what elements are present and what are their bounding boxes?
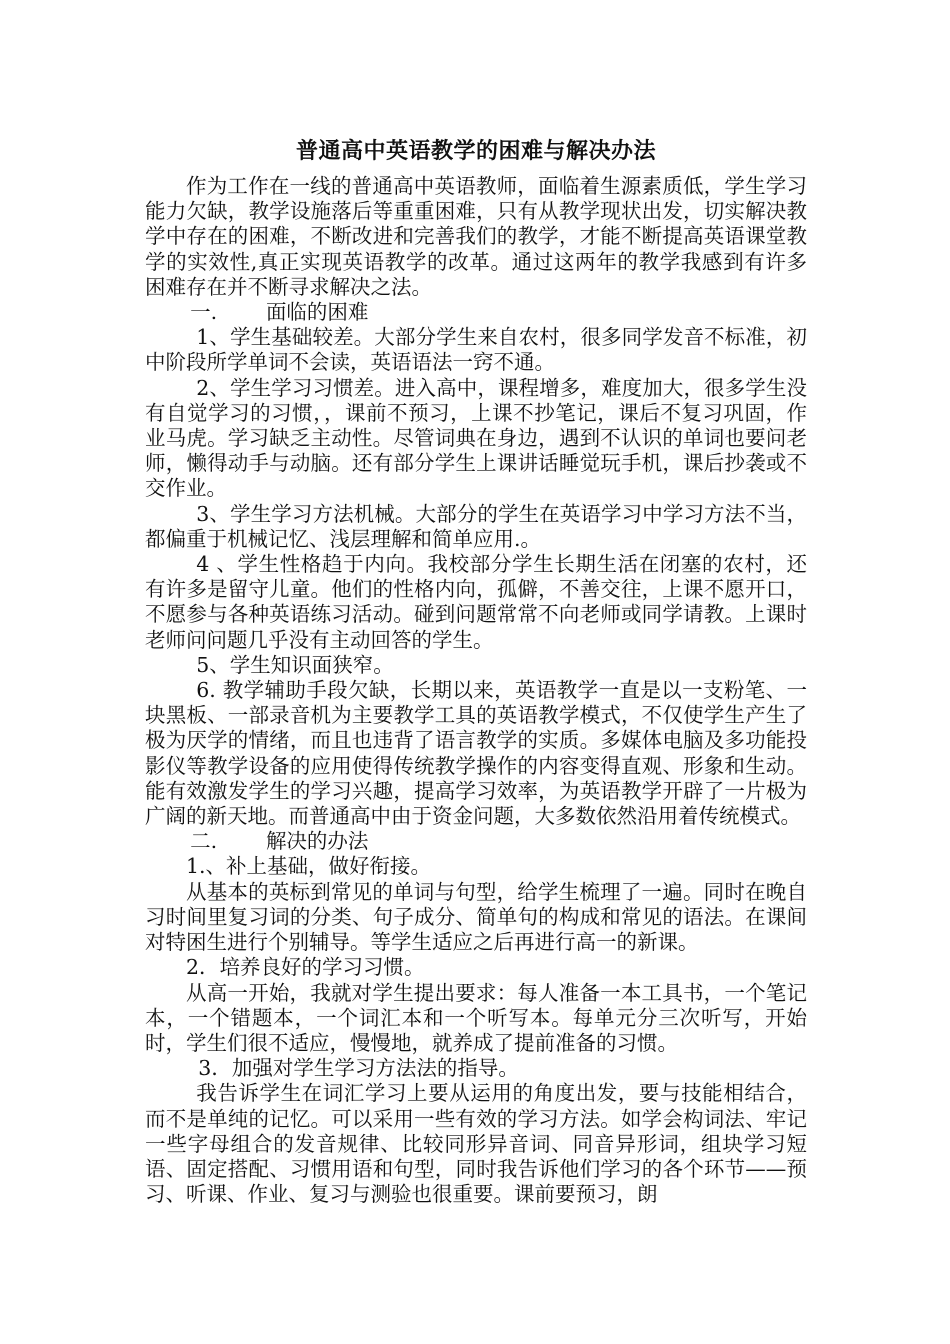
difficulty-item: 6. 教学辅助手段欠缺，长期以来，英语教学一直是以一支粉笔、一块黑板、一部录音机为主要教学工具的英语教学模式，不仅使学生产生了极为厌学的情绪，而且也违背了语言教学的实质。多媒体电脑及多功能投影仪等教学设备的应用使得传统教学操作的内容变得直观、形象和生动。能有效激发学生的学习兴趣，提高学习效率，为英语教学开辟了一片极为广阔的新天地。而普通高中由于资金问题，大多数依然沿用着传统模式。 [145,678,807,829]
difficulty-item: 2、学生学习习惯差。进入高中，课程增多，难度加大，很多学生没有自觉学习的习惯，，课前不预习，上课不抄笔记，课后不复习巩固，作业马虎。学习缺乏主动性。尽管词典在身边，遇到不认识的单词也要问老师，懒得动手与动脑。还有部分学生上课讲话睡觉玩手机，课后抄袭或不交作业。 [145,375,807,501]
solution-paragraph: 从基本的英标到常见的单词与句型，给学生梳理了一遍。同时在晚自习时间里复习词的分类、句子成分、简单句的构成和常见的语法。在课间对特困生进行个别辅导。等学生适应之后再进行高一的新课。 [145,879,807,955]
difficulty-item: 3、学生学习方法机械。大部分的学生在英语学习中学习方法不当，都偏重于机械记忆、浅层理解和简单应用.。 [145,501,807,551]
difficulty-item: 4 、学生性格趋于内向。我校部分学生长期生活在闭塞的农村，还有许多是留守儿童。他们的性格内向，孤僻，不善交往，上课不愿开口，不愿参与各种英语练习活动。碰到问题常常不向老师或同学请教。上课时老师问问题几乎没有主动回答的学生。 [145,552,807,652]
section-number: 一. [190,300,218,325]
section-number: 二. [190,829,218,854]
solution-paragraph: 我告诉学生在词汇学习上要从运用的角度出发，要与技能相结合，而不是单纯的记忆。可以采用一些有效的学习方法。如学会构词法、牢记一些字母组合的发音规律、比较同形异音词、同音异形词，组块学习短语、固定搭配、习惯用语和句型，同时我告诉他们学习的各个环节——预习、听课、作业、复习与测验也很重要。课前要预习，朗 [145,1081,807,1207]
solution-paragraph: 从高一开始，我就对学生提出要求：每人准备一本工具书，一个笔记本，一个错题本，一个词汇本和一个听写本。每单元分三次听写，开始时，学生们很不适应，慢慢地，就养成了提前准备的习惯。 [145,980,807,1055]
section-heading-text: 解决的办法 [265,829,369,854]
intro-paragraph: 作为工作在一线的普通高中英语教师，面临着生源素质低，学生学习能力欠缺，教学设施落后等重重困难，只有从教学现状出发，切实解决教学中存在的困难，不断改进和完善我们的教学，才能不断提高英语课堂教学的实效性,真正实现英语教学的改革。通过这两年的教学我感到有许多困难存在并不断寻求解决之法。 [145,174,807,299]
difficulty-item: 5、学生知识面狭窄。 [196,652,394,677]
solution-subheading: 1.、补上基础，做好衔接。 [186,854,432,879]
solution-subheading: 3．加强对学生学习方法法的指导。 [198,1056,519,1081]
section-heading-difficulties [145,300,807,325]
solution-subheading: 2．培养良好的学习习惯。 [186,955,425,980]
document-body [145,136,807,1207]
document-title: 普通高中英语教学的困难与解决办法 [295,138,656,164]
difficulty-item: 1、学生基础较差。大部分学生来自农村，很多同学发音不标准，初中阶段所学单词不会读，英语语法一窍不通。 [145,325,807,375]
section-heading-text: 面临的困难 [265,300,369,325]
section-heading-solutions [145,829,807,854]
